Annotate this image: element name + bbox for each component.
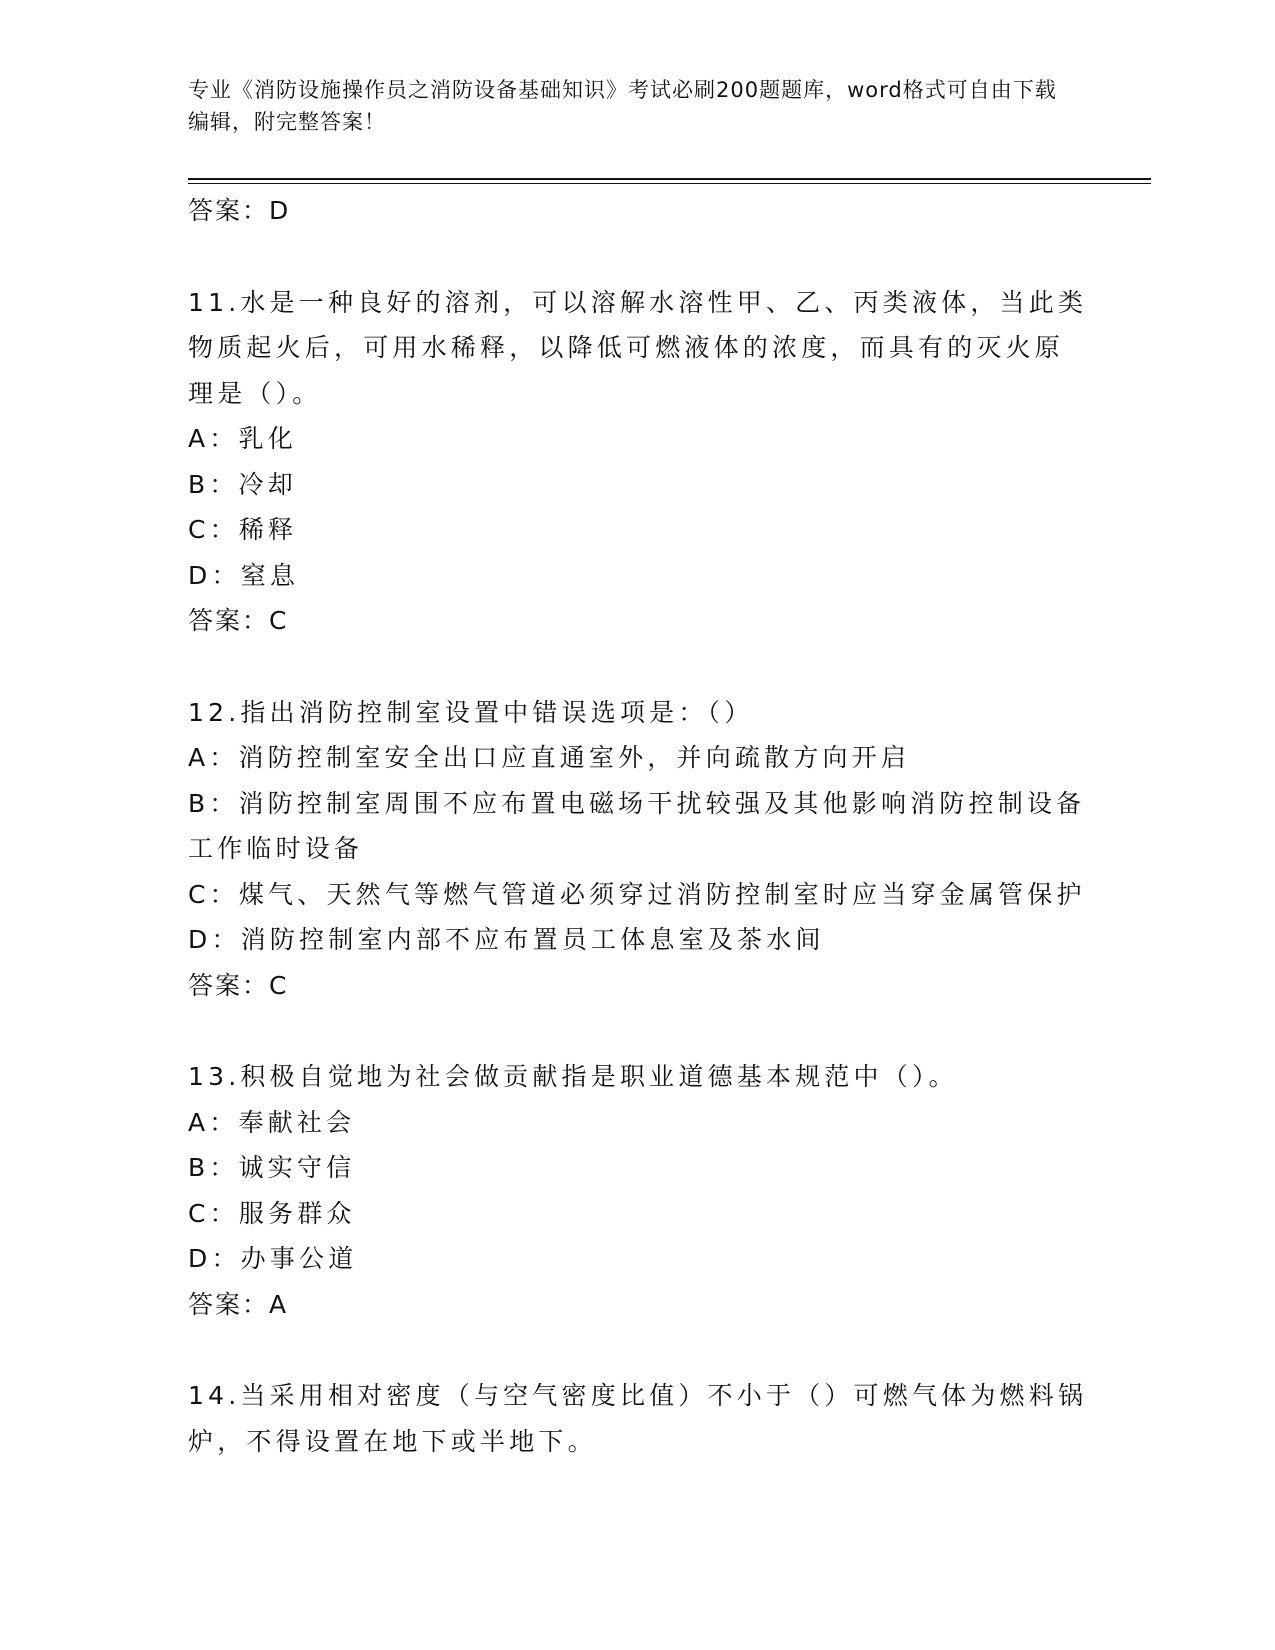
question-text-line: 理是（）。 (188, 378, 322, 408)
question-14 (188, 1373, 1088, 1464)
option-c: C：稀释 (188, 515, 298, 544)
question-text-line: 12.指出消防控制室设置中错误选项是：（） (188, 697, 754, 727)
question-13 (188, 1054, 1088, 1327)
option-a: A：消防控制室安全出口应直通室外，并向疏散方向开启 (188, 743, 911, 772)
answer: 答案：C (188, 606, 289, 635)
header-text: 专业《消防设施操作员之消防设备基础知识》考试必刷200题题库，word格式可自由下载编辑，附完整答案！ (188, 78, 1057, 134)
answer: 答案：C (188, 970, 289, 1000)
page-header (188, 74, 1068, 138)
document-body (188, 188, 1088, 1464)
answer: 答案：A (188, 1289, 289, 1319)
option-d: D：窒息 (188, 560, 300, 590)
option-b: B：诚实守信 (188, 1153, 356, 1182)
spacer (188, 234, 1088, 280)
header-rule-thin (188, 183, 1151, 184)
option-c: C：服务群众 (188, 1198, 356, 1228)
option-a: A：乳化 (188, 424, 297, 453)
option-b: B：消防控制室周围不应布置电磁场干扰较强及其他影响消防控制设备 (188, 788, 1086, 818)
option-d: D：消防控制室内部不应布置员工体息室及茶水间 (188, 925, 825, 954)
option-b: B：冷却 (188, 469, 297, 499)
question-text-line: 14.当采用相对密度（与空气密度比值）不小于（）可燃气体为燃料锅 (188, 1381, 1088, 1410)
option-c: C：煤气、天然气等燃气管道必须穿过消防控制室时应当穿金属管保护 (188, 879, 1086, 909)
question-text-line: 炉，不得设置在地下或半地下。 (188, 1426, 597, 1456)
header-rule-thick (188, 178, 1151, 180)
option-b-continued: 工作临时设备 (188, 834, 364, 863)
previous-answer: 答案：D (188, 196, 291, 225)
question-text-line: 11.水是一种良好的溶剂，可以溶解水溶性甲、乙、丙类液体，当此类 (188, 287, 1088, 317)
question-text-line: 13.积极自觉地为社会做贡献指是职业道德基本规范中（）。 (188, 1062, 958, 1091)
question-11 (188, 280, 1088, 644)
spacer (188, 1327, 1088, 1373)
option-a: A：奉献社会 (188, 1107, 356, 1137)
option-d: D：办事公道 (188, 1244, 358, 1273)
spacer (188, 644, 1088, 690)
spacer (188, 1008, 1088, 1054)
question-text-line: 物质起火后，可用水稀释，以降低可燃液体的浓度，而具有的灭火原 (188, 333, 1065, 362)
question-12 (188, 690, 1088, 1009)
